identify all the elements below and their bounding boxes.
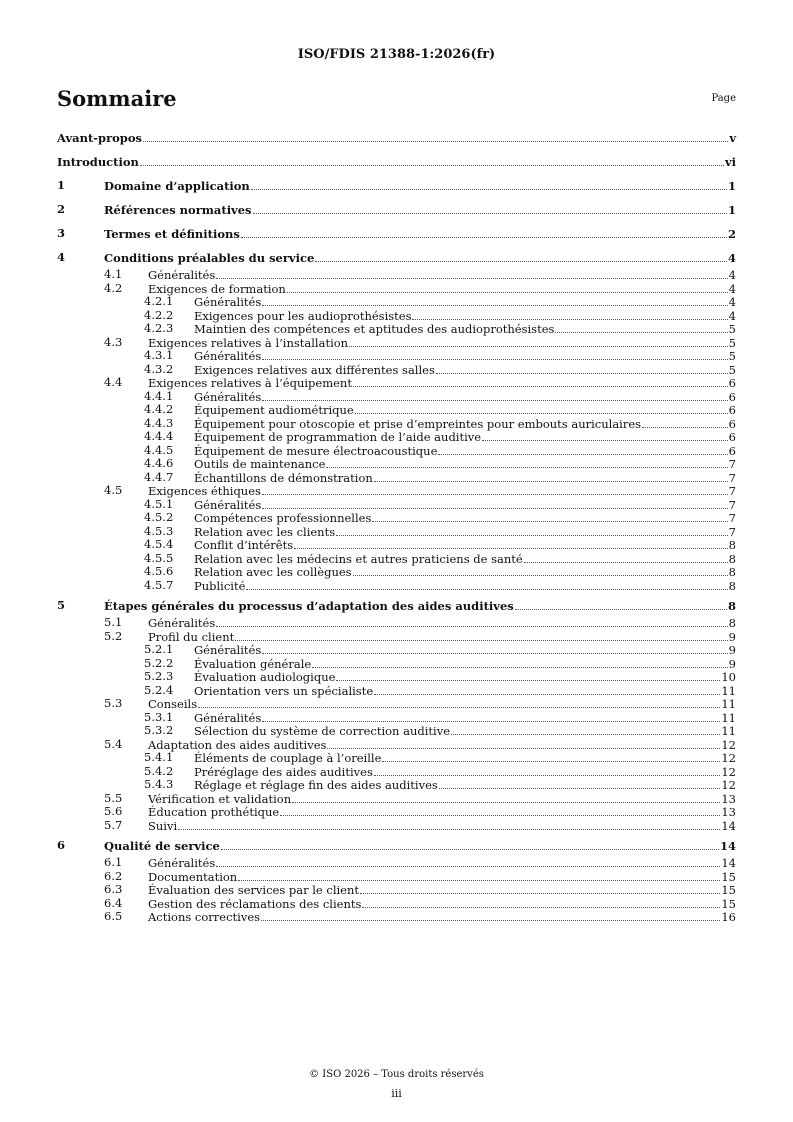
toc-entry-label: Exigences de formation: [148, 281, 286, 296]
toc-entry-page: 4: [728, 295, 736, 309]
toc-entry[interactable]: [57, 883, 736, 897]
toc-leader-dots: [280, 805, 720, 816]
toc-entry-page: 12: [721, 737, 736, 752]
toc-entry-page: 12: [721, 751, 736, 765]
toc-entry[interactable]: [57, 778, 736, 792]
toc-entry-page: 12: [721, 778, 736, 792]
toc-entry-number: 2: [57, 202, 66, 216]
toc-entry-page: 11: [721, 683, 736, 698]
toc-entry[interactable]: [57, 484, 736, 498]
toc-entry-page: 5: [728, 349, 736, 363]
toc-leader-dots: [360, 883, 720, 894]
toc-entry-label: Généralités: [148, 856, 216, 870]
toc-entry-number: 4.2: [104, 280, 123, 295]
toc-entry-label: Profil du client: [148, 629, 235, 644]
toc-entry-label: Éléments de couplage à l’oreille: [194, 751, 382, 765]
toc-entry-page: 14: [721, 856, 736, 870]
toc-entry-page: vi: [724, 155, 736, 169]
toc-entry[interactable]: [57, 711, 736, 725]
toc-entry[interactable]: [57, 199, 736, 220]
toc-entry[interactable]: [57, 223, 736, 244]
toc-entry-number: 6.5: [104, 909, 123, 923]
toc-entry[interactable]: [57, 444, 736, 458]
toc-entry-number: 4.3.2: [144, 361, 174, 376]
toc-entry-page: 4: [727, 251, 736, 265]
toc-entry-label: Sélection du système de correction auditive: [194, 724, 451, 738]
toc-leader-dots: [438, 444, 727, 455]
toc-entry-number: 6.4: [104, 895, 123, 910]
toc-entry-label: Évaluation générale: [194, 656, 312, 671]
toc-entry-number: 4.4: [104, 375, 123, 389]
toc-leader-dots: [374, 471, 728, 482]
toc-entry[interactable]: [57, 643, 736, 657]
toc-entry-label: Exigences relatives à l’installation: [148, 335, 349, 350]
toc-entry-number: 4.5.3: [144, 523, 174, 538]
toc-leader-dots: [262, 349, 727, 360]
toc-entry-page: 1: [727, 203, 736, 217]
toc-entry-label: Introduction: [57, 155, 139, 169]
toc-leader-dots: [143, 127, 728, 142]
toc-entry[interactable]: [57, 657, 736, 671]
toc-entry-label: Évaluation des services par le client: [148, 883, 360, 897]
toc-entry-page: 9: [728, 629, 736, 644]
toc-entry-number: 5.6: [104, 804, 123, 818]
toc-leader-dots: [251, 175, 727, 190]
toc-entry[interactable]: [57, 376, 736, 390]
toc-entry-label: Relation avec les médecins et autres praticiens de santé: [194, 551, 523, 566]
toc-entry-number: 5.2.1: [144, 642, 174, 656]
toc-entry[interactable]: [57, 430, 736, 444]
toc-entry-number: 5.7: [104, 817, 123, 832]
toc-entry-label: Équipement audiométrique: [194, 403, 354, 417]
toc-entry-label: Domaine d’application: [104, 179, 250, 193]
toc-entry-label: Suivi: [148, 818, 178, 833]
toc-entry[interactable]: [57, 856, 736, 870]
toc-leader-dots: [327, 738, 720, 749]
toc-entry-page: 8: [728, 565, 736, 579]
toc-entry-number: 5.1: [104, 615, 123, 629]
toc-leader-dots: [287, 282, 728, 293]
toc-leader-dots: [355, 403, 728, 414]
toc-leader-dots: [372, 511, 727, 522]
toc-entry-number: 4.4.4: [144, 429, 174, 443]
toc-leader-dots: [436, 363, 728, 374]
toc-entry-number: 4.1: [104, 267, 123, 281]
toc-entry-page: 6: [728, 376, 736, 390]
toc-leader-dots: [336, 670, 720, 681]
toc-entry[interactable]: [57, 175, 736, 196]
toc-entry[interactable]: [57, 247, 736, 268]
toc-entry-number: 5.2: [104, 628, 123, 643]
toc-entry[interactable]: [57, 910, 736, 924]
toc-entry[interactable]: [57, 751, 736, 765]
toc-entry[interactable]: [57, 765, 736, 779]
toc-entry[interactable]: [57, 805, 736, 819]
toc-entry[interactable]: [57, 697, 736, 711]
toc-leader-dots: [262, 295, 727, 306]
toc-entry-number: 5.4: [104, 736, 123, 751]
toc-entry-label: Généralités: [194, 710, 262, 725]
toc-entry-page: 13: [721, 805, 736, 819]
toc-entry-page: 6: [728, 389, 736, 404]
toc-entry-page: v: [729, 131, 736, 145]
toc-entry-page: 7: [728, 470, 736, 485]
toc-leader-dots: [326, 457, 727, 468]
toc-entry-number: 5.3.1: [144, 709, 174, 724]
toc-entry[interactable]: [57, 471, 736, 485]
toc-entry-label: Éducation prothétique: [148, 805, 280, 819]
toc-entry-page: 9: [728, 643, 736, 657]
toc-entry[interactable]: [57, 538, 736, 552]
toc-entry[interactable]: [57, 724, 736, 738]
toc-entry-label: Équipement pour otoscopie et prise d’empreintes pour embouts auriculaires: [194, 416, 642, 431]
toc-entry-number: 5.2.3: [144, 669, 174, 683]
toc-entry-number: 4.5.5: [144, 550, 174, 565]
toc-entry-number: 5.4.3: [144, 777, 174, 791]
toc-entry[interactable]: [57, 268, 736, 282]
toc-leader-dots: [198, 697, 720, 708]
toc-entry[interactable]: [57, 684, 736, 698]
toc-entry[interactable]: [57, 498, 736, 512]
toc-entry-page: 7: [728, 524, 736, 539]
toc-entry-label: Avant-propos: [57, 131, 142, 145]
toc-entry-page: 14: [721, 818, 736, 833]
toc-entry-number: 4.4.6: [144, 456, 174, 470]
toc-entry-number: 5.4.1: [144, 750, 174, 764]
toc-entry[interactable]: [57, 322, 736, 336]
toc-entry-label: Équipement de mesure électroacoustique: [194, 443, 438, 458]
toc-entry-number: 4.5: [104, 483, 123, 497]
toc-entry-label: Documentation: [148, 869, 238, 884]
toc-entry-page: 13: [721, 791, 736, 806]
toc-entry-page: 10: [721, 670, 736, 684]
toc-entry-page: 14: [719, 839, 736, 853]
toc-leader-dots: [353, 565, 728, 576]
toc-entry-page: 7: [728, 511, 736, 525]
toc-leader-dots: [374, 684, 720, 695]
toc-entry-number: 5.3.2: [144, 723, 174, 737]
toc-entry[interactable]: [57, 835, 736, 856]
toc-leader-dots: [221, 835, 719, 850]
toc-entry[interactable]: [57, 349, 736, 363]
toc-entry-page: 1: [727, 179, 736, 193]
toc-entry-page: 4: [728, 268, 736, 282]
toc-leader-dots: [178, 819, 720, 830]
toc-entry-number: 4.4.7: [144, 469, 174, 484]
toc-leader-dots: [216, 856, 720, 867]
toc-entry[interactable]: [57, 417, 736, 431]
toc-entry[interactable]: [57, 390, 736, 404]
toc-entry[interactable]: [57, 457, 736, 471]
toc-leader-dots: [238, 870, 720, 881]
toc-entry-label: Préréglage des aides auditives: [194, 764, 373, 779]
toc-entry-number: 4: [57, 250, 66, 264]
toc-entry-page: 7: [728, 484, 736, 498]
toc-entry-number: 3: [57, 226, 66, 240]
toc-entry-page: 11: [721, 724, 736, 738]
toc-entry-label: Compétences professionnelles: [194, 511, 372, 525]
toc-entry-number: 5: [57, 598, 66, 612]
toc-entry[interactable]: [57, 738, 736, 752]
toc-entry-label: Exigences pour les audioprothésistes: [194, 308, 412, 323]
toc-leader-dots: [382, 751, 720, 762]
toc-entry-page: 6: [728, 403, 736, 417]
toc-entry[interactable]: [57, 870, 736, 884]
toc-entry[interactable]: [57, 525, 736, 539]
toc-entry-number: 5.3: [104, 696, 123, 710]
toc-leader-dots: [315, 247, 727, 262]
toc-entry-page: 9: [728, 656, 736, 671]
toc-entry[interactable]: [57, 295, 736, 309]
toc-leader-dots: [262, 711, 720, 722]
toc-entry-page: 8: [728, 538, 736, 552]
toc-entry-label: Exigences relatives à l’équipement: [148, 376, 352, 390]
toc-leader-dots: [412, 309, 727, 320]
toc-entry[interactable]: [57, 579, 736, 593]
table-of-contents: [57, 127, 736, 924]
toc-entry[interactable]: [57, 630, 736, 644]
toc-entry-number: 4.3: [104, 334, 123, 349]
toc-entry-number: 4.2.2: [144, 307, 174, 322]
toc-leader-dots: [262, 484, 728, 495]
toc-entry[interactable]: [57, 403, 736, 417]
toc-leader-dots: [241, 223, 727, 238]
toc-entry-number: 4.4.3: [144, 415, 174, 430]
toc-leader-dots: [216, 268, 727, 279]
toc-entry-label: Références normatives: [104, 203, 252, 217]
toc-entry-number: 4.3.1: [144, 348, 174, 362]
toc-leader-dots: [524, 552, 728, 563]
toc-entry-label: Généralités: [194, 349, 262, 363]
toc-entry-page: 6: [728, 443, 736, 458]
toc-entry[interactable]: [57, 819, 736, 833]
toc-entry-page: 8: [727, 599, 736, 613]
toc-leader-dots: [140, 151, 724, 166]
toc-entry-page: 11: [721, 697, 736, 711]
toc-entry-page: 6: [728, 416, 736, 431]
toc-entry[interactable]: [57, 282, 736, 296]
toc-entry-label: Évaluation audiologique: [194, 670, 336, 684]
toc-entry[interactable]: [57, 309, 736, 323]
toc-entry-page: 7: [728, 457, 736, 471]
toc-leader-dots: [235, 630, 727, 641]
toc-entry-number: 5.2.4: [144, 682, 174, 697]
toc-entry-number: 4.5.4: [144, 537, 174, 551]
toc-entry-label: Généralités: [148, 616, 216, 630]
toc-entry-page: 11: [721, 710, 736, 725]
toc-entry-number: 5.4.2: [144, 763, 174, 778]
page-column-label: Page: [711, 93, 736, 104]
toc-entry-page: 4: [728, 308, 736, 323]
toc-entry-number: 4.4.5: [144, 442, 174, 457]
toc-entry-label: Généralités: [148, 268, 216, 282]
toc-leader-dots: [262, 643, 727, 654]
toc-entry-label: Équipement de programmation de l’aide auditive: [194, 430, 482, 444]
toc-entry-label: Vérification et validation: [148, 791, 292, 806]
toc-leader-dots: [253, 199, 727, 214]
toc-entry-number: 6.2: [104, 868, 123, 883]
toc-entry[interactable]: [57, 792, 736, 806]
toc-entry-page: 15: [721, 896, 736, 911]
toc-entry-label: Termes et définitions: [104, 227, 240, 241]
toc-entry[interactable]: [57, 565, 736, 579]
toc-leader-dots: [294, 538, 728, 549]
toc-entry-label: Orientation vers un spécialiste: [194, 683, 374, 698]
toc-leader-dots: [451, 724, 720, 735]
toc-entry-label: Conflit d’intérêts: [194, 538, 294, 552]
toc-entry-label: Publicité: [194, 578, 246, 593]
toc-entry[interactable]: [57, 595, 736, 616]
toc-entry-page: 8: [728, 616, 736, 630]
toc-entry-label: Étapes générales du processus d’adaptation des aides auditives: [104, 599, 514, 613]
toc-entry-page: 16: [721, 910, 736, 924]
toc-entry-number: 5.5: [104, 790, 123, 805]
toc-entry-page: 8: [728, 551, 736, 566]
toc-entry[interactable]: [57, 552, 736, 566]
toc-leader-dots: [262, 498, 727, 509]
toc-entry-number: 6.1: [104, 855, 123, 869]
toc-entry-number: 4.5.6: [144, 564, 174, 578]
toc-leader-dots: [216, 616, 727, 627]
toc-entry-label: Outils de maintenance: [194, 457, 326, 471]
toc-entry-number: 4.2.1: [144, 294, 174, 308]
toc-leader-dots: [515, 595, 727, 610]
toc-leader-dots: [482, 430, 728, 441]
toc-entry-label: Conseils: [148, 697, 198, 711]
toc-entry-label: Conditions préalables du service: [104, 251, 315, 265]
toc-entry-label: Maintien des compétences et aptitudes des audioprothésistes: [194, 322, 555, 336]
document-header: ISO/FDIS 21388-1:2026(fr): [297, 47, 496, 62]
toc-leader-dots: [353, 376, 728, 387]
toc-entry-page: 15: [721, 883, 736, 897]
toc-entry-number: 4.5.1: [144, 496, 174, 511]
toc-entry-page: 2: [727, 227, 736, 241]
toc-entry-label: Adaptation des aides auditives: [148, 737, 327, 752]
toc-entry-number: 4.4.1: [144, 388, 174, 403]
toc-entry-page: 15: [721, 869, 736, 884]
toc-entry-number: 4.2.3: [144, 321, 174, 335]
toc-entry-page: 5: [728, 335, 736, 350]
toc-leader-dots: [439, 778, 721, 789]
toc-entry-number: 6.3: [104, 882, 123, 896]
toc-entry[interactable]: [57, 127, 736, 148]
toc-entry-page: 7: [728, 497, 736, 512]
toc-entry-page: 8: [728, 578, 736, 593]
toc-leader-dots: [349, 336, 728, 347]
toc-entry-page: 5: [728, 322, 736, 336]
toc-leader-dots: [642, 417, 728, 428]
toc-entry-number: 4.5.7: [144, 577, 174, 592]
toc-entry-page: 12: [721, 764, 736, 779]
toc-entry[interactable]: [57, 670, 736, 684]
toc-leader-dots: [246, 579, 727, 590]
toc-leader-dots: [555, 322, 727, 333]
toc-entry[interactable]: [57, 616, 736, 630]
page-title: Sommaire: [57, 86, 177, 111]
toc-entry-number: 4.5.2: [144, 510, 174, 524]
toc-leader-dots: [312, 657, 727, 668]
toc-entry-number: 1: [57, 178, 66, 192]
toc-leader-dots: [262, 390, 727, 401]
toc-entry-label: Généralités: [194, 295, 262, 309]
toc-entry-number: 4.4.2: [144, 402, 174, 416]
toc-entry-number: 6: [57, 838, 66, 852]
toc-entry-label: Gestion des réclamations des clients: [148, 896, 362, 911]
toc-entry-page: 5: [728, 362, 736, 377]
toc-entry-label: Réglage et réglage fin des aides auditives: [194, 778, 438, 792]
toc-entry-label: Exigences éthiques: [148, 484, 261, 498]
toc-entry-label: Actions correctives: [148, 910, 261, 924]
copyright-footer: © ISO 2026 – Tous droits réservés: [309, 1069, 484, 1080]
toc-leader-dots: [362, 897, 720, 908]
toc-leader-dots: [374, 765, 721, 776]
toc-entry-label: Échantillons de démonstration: [194, 470, 373, 485]
toc-entry-label: Généralités: [194, 497, 262, 512]
toc-entry[interactable]: [57, 336, 736, 350]
toc-leader-dots: [336, 525, 728, 536]
toc-entry-label: Relation avec les collègues: [194, 565, 352, 579]
toc-entry-label: Exigences relatives aux différentes salles: [194, 362, 435, 377]
toc-leader-dots: [261, 910, 720, 921]
page-number: iii: [391, 1087, 402, 1100]
toc-leader-dots: [292, 792, 720, 803]
toc-entry-label: Qualité de service: [104, 839, 220, 853]
toc-entry-label: Relation avec les clients: [194, 524, 336, 539]
toc-entry-number: 5.2.2: [144, 655, 174, 670]
toc-entry[interactable]: [57, 151, 736, 172]
toc-entry[interactable]: [57, 897, 736, 911]
toc-entry[interactable]: [57, 363, 736, 377]
toc-entry-page: 4: [728, 281, 736, 296]
toc-entry-label: Généralités: [194, 643, 262, 657]
toc-entry-label: Généralités: [194, 389, 262, 404]
toc-entry[interactable]: [57, 511, 736, 525]
toc-entry-page: 6: [728, 430, 736, 444]
